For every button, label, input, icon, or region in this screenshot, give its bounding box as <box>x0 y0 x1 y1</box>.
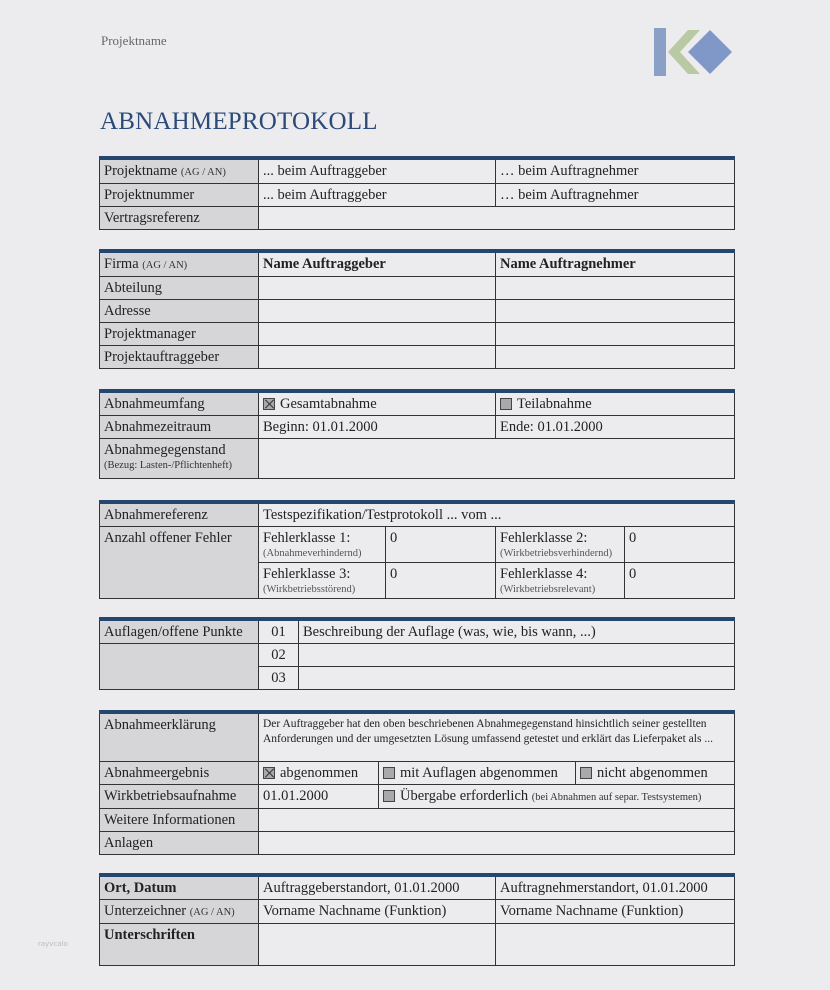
gesamtabnahme-option[interactable]: Gesamtabnahme <box>259 391 496 416</box>
table-row <box>100 184 735 207</box>
declaration-text: Der Auftraggeber hat den oben beschriebenen Abnahmegegenstand hinsichtlich seiner gestellten Anforderungen und der umgesetzten Lösung umfassend getestet und erklärt das Lieferpaket als ... <box>259 712 735 762</box>
table-row <box>100 712 735 762</box>
fehlerklasse-3-label: Fehlerklasse 3: (Wirkbetriebsstörend) <box>259 563 386 599</box>
abnahmereferenz-field[interactable]: Testspezifikation/Testprotokoll ... vom ... <box>259 502 735 527</box>
fehlerklasse-2-label: Fehlerklasse 2: (Wirkbetriebsverhindernd) <box>496 527 625 563</box>
table-row <box>100 644 735 667</box>
fehlerklasse-1-label: Fehlerklasse 1: (Abnahmeverhindernd) <box>259 527 386 563</box>
table-row <box>100 300 735 323</box>
table-row <box>100 158 735 184</box>
label-unterzeichner: Unterzeichner (AG / AN) <box>100 900 259 924</box>
projektmanager-an-field[interactable] <box>496 323 735 346</box>
label-anlagen: Anlagen <box>100 832 259 855</box>
label-firma: Firma (AG / AN) <box>100 251 259 277</box>
weitere-informationen-field[interactable] <box>259 809 735 832</box>
ort-ag-field[interactable]: Auftraggeberstandort, 01.01.2000 <box>259 875 496 900</box>
table-row <box>100 900 735 924</box>
project-name-header: Projektname <box>101 33 167 48</box>
uebergabe-option[interactable]: Übergabe erforderlich (bei Abnahmen auf separ. Testsystemen) <box>379 785 735 809</box>
abteilung-ag-field[interactable] <box>259 277 496 300</box>
label-auflagen-empty <box>100 644 259 690</box>
auflage-text-field[interactable] <box>299 667 735 690</box>
table-row <box>100 762 735 785</box>
fehlerklasse-2-value[interactable]: 0 <box>625 527 735 563</box>
table-row <box>100 502 735 527</box>
error-table <box>99 500 735 599</box>
table-row <box>100 785 735 809</box>
table-row <box>100 277 735 300</box>
table-row <box>100 416 735 439</box>
label-unterschriften: Unterschriften <box>100 924 259 966</box>
abteilung-an-field[interactable] <box>496 277 735 300</box>
signature-an-field[interactable] <box>496 924 735 966</box>
mit-auflagen-option[interactable]: mit Auflagen abgenommen <box>379 762 576 785</box>
conditions-table <box>99 617 735 690</box>
firma-ag-field[interactable]: Name Auftraggeber <box>259 251 496 277</box>
table-row <box>100 391 735 416</box>
unterzeichner-ag-field[interactable]: Vorname Nachname (Funktion) <box>259 900 496 924</box>
label-adresse: Adresse <box>100 300 259 323</box>
zeitraum-end-field[interactable]: Ende: 01.01.2000 <box>496 416 735 439</box>
fehlerklasse-1-value[interactable]: 0 <box>386 527 496 563</box>
adresse-an-field[interactable] <box>496 300 735 323</box>
table-row <box>100 207 735 230</box>
vertragsreferenz-field[interactable] <box>259 207 735 230</box>
auflage-number: 03 <box>259 667 299 690</box>
table-row <box>100 439 735 479</box>
projektnummer-ag-field[interactable]: ... beim Auftraggeber <box>259 184 496 207</box>
abgenommen-option[interactable]: abgenommen <box>259 762 379 785</box>
checkbox-checked-icon[interactable] <box>263 767 275 779</box>
anlagen-field[interactable] <box>259 832 735 855</box>
teilabnahme-option[interactable]: Teilabnahme <box>496 391 735 416</box>
table-row <box>100 875 735 900</box>
label-weitere-informationen: Weitere Informationen <box>100 809 259 832</box>
projektname-an-field[interactable]: … beim Auftragnehmer <box>496 158 735 184</box>
checkbox-icon[interactable] <box>580 767 592 779</box>
checkbox-icon[interactable] <box>383 767 395 779</box>
table-row <box>100 251 735 277</box>
ort-an-field[interactable]: Auftragnehmerstandort, 01.01.2000 <box>496 875 735 900</box>
label-projektnummer: Projektnummer <box>100 184 259 207</box>
table-row <box>100 346 735 369</box>
table-row <box>100 809 735 832</box>
projektauftraggeber-ag-field[interactable] <box>259 346 496 369</box>
firma-an-field[interactable]: Name Auftragnehmer <box>496 251 735 277</box>
watermark: rayvcalo <box>38 940 68 948</box>
wirkbetrieb-date-field[interactable]: 01.01.2000 <box>259 785 379 809</box>
checkbox-checked-icon[interactable] <box>263 398 275 410</box>
table-row <box>100 619 735 644</box>
label-abteilung: Abteilung <box>100 277 259 300</box>
projektmanager-ag-field[interactable] <box>259 323 496 346</box>
label-abnahmeerklaerung: Abnahmeerklärung <box>100 712 259 762</box>
table-row <box>100 924 735 966</box>
projektnummer-an-field[interactable]: … beim Auftragnehmer <box>496 184 735 207</box>
auflage-number: 01 <box>259 619 299 644</box>
table-row <box>100 323 735 346</box>
document-title: ABNAHMEPROTOKOLL <box>100 108 378 135</box>
label-vertragsreferenz: Vertragsreferenz <box>100 207 259 230</box>
table-row <box>100 527 735 563</box>
label-abnahmezeitraum: Abnahmezeitraum <box>100 416 259 439</box>
acceptance-scope-table <box>99 389 735 479</box>
label-projektmanager: Projektmanager <box>100 323 259 346</box>
project-table <box>99 156 735 230</box>
signature-ag-field[interactable] <box>259 924 496 966</box>
label-abnahmeumfang: Abnahmeumfang <box>100 391 259 416</box>
label-abnahmegegenstand: Abnahmegegenstand (Bezug: Lasten-/Pflichtenheft) <box>100 439 259 479</box>
fehlerklasse-4-label: Fehlerklasse 4: (Wirkbetriebsrelevant) <box>496 563 625 599</box>
fehlerklasse-4-value[interactable]: 0 <box>625 563 735 599</box>
table-row <box>100 832 735 855</box>
checkbox-icon[interactable] <box>383 790 395 802</box>
company-table <box>99 249 735 369</box>
signature-table <box>99 873 735 966</box>
checkbox-icon[interactable] <box>500 398 512 410</box>
label-abnahmereferenz: Abnahmereferenz <box>100 502 259 527</box>
company-logo <box>652 26 734 78</box>
nicht-abgenommen-option[interactable]: nicht abgenommen <box>576 762 735 785</box>
label-anzahl-fehler: Anzahl offener Fehler <box>100 527 259 599</box>
auflage-number: 02 <box>259 644 299 667</box>
projektauftraggeber-an-field[interactable] <box>496 346 735 369</box>
adresse-ag-field[interactable] <box>259 300 496 323</box>
label-projektauftraggeber: Projektauftraggeber <box>100 346 259 369</box>
projektname-ag-field[interactable]: ... beim Auftraggeber <box>259 158 496 184</box>
label-auflagen: Auflagen/offene Punkte <box>100 619 259 644</box>
label-ort-datum: Ort, Datum <box>100 875 259 900</box>
abnahmegegenstand-field[interactable] <box>259 439 735 479</box>
fehlerklasse-3-value[interactable]: 0 <box>386 563 496 599</box>
zeitraum-begin-field[interactable]: Beginn: 01.01.2000 <box>259 416 496 439</box>
label-wirkbetriebsaufnahme: Wirkbetriebsaufnahme <box>100 785 259 809</box>
declaration-table <box>99 710 735 855</box>
label-abnahmeergebnis: Abnahmeergebnis <box>100 762 259 785</box>
auflage-text-field[interactable]: Beschreibung der Auflage (was, wie, bis wann, ...) <box>299 619 735 644</box>
auflage-text-field[interactable] <box>299 644 735 667</box>
label-projektname: Projektname (AG / AN) <box>100 158 259 184</box>
unterzeichner-an-field[interactable]: Vorname Nachname (Funktion) <box>496 900 735 924</box>
